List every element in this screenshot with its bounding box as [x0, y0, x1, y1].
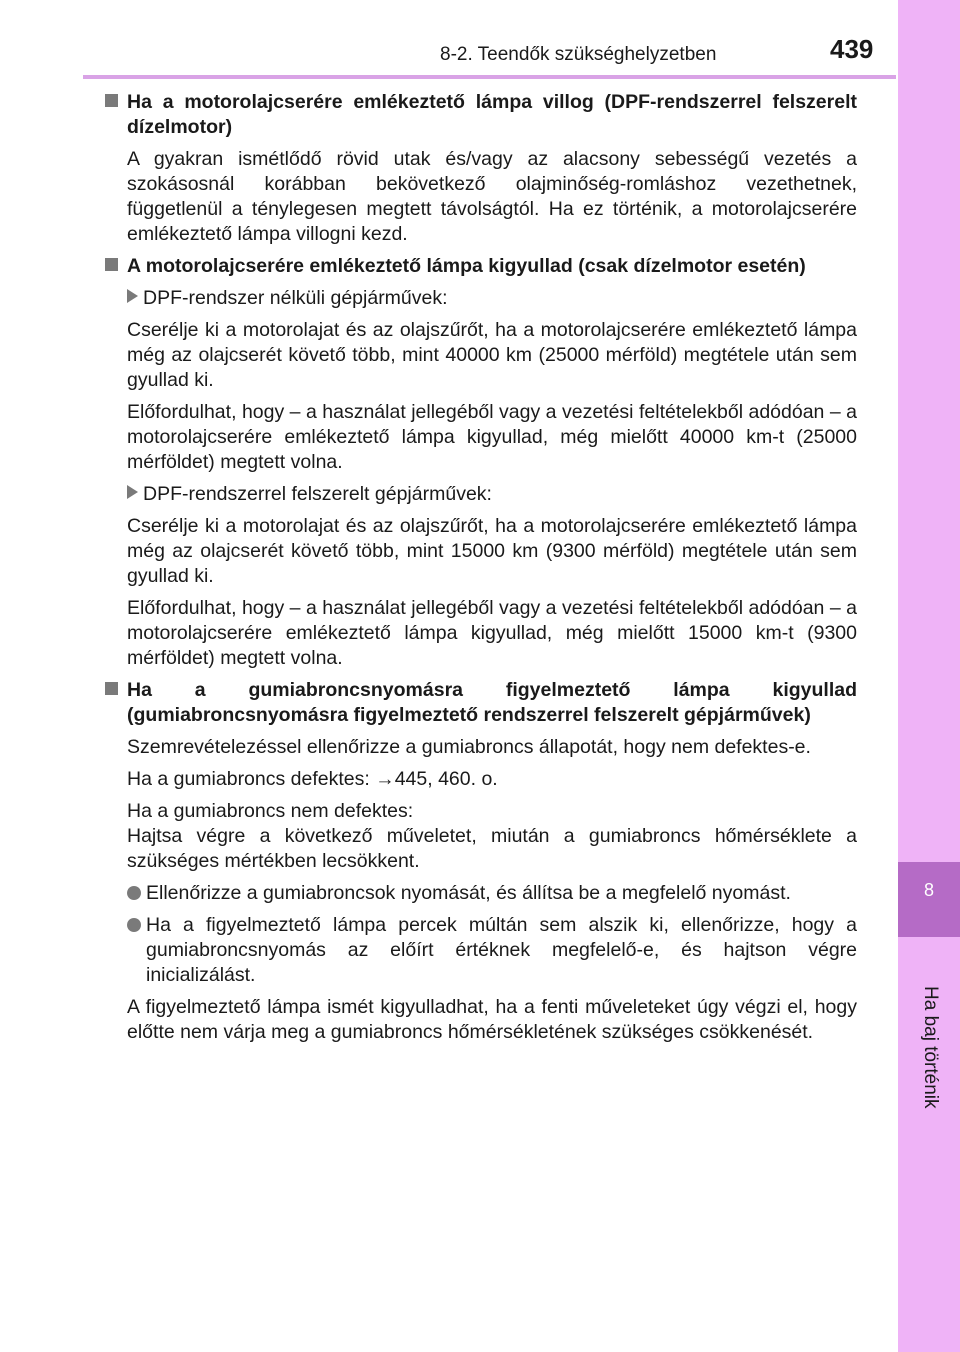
subsection-label: DPF-rendszerrel felszerelt gépjárművek: — [127, 482, 857, 507]
circle-bullet-icon — [127, 918, 141, 932]
list-item: Ellenőrizze a gumiabroncsok nyomását, és állítsa be a megfelelő nyomást. — [127, 881, 857, 906]
section-heading: Ha a motorolajcserére emlékeztető lámpa villog (DPF-rendszerrel felszerelt dízelmotor) — [105, 90, 857, 140]
page-content — [105, 90, 857, 1052]
closing-paragraph: A figyelmeztető lámpa ismét kigyulladhat, ha a fenti műveleteket úgy végzi el, hogy előtte nem várja meg a gumiabroncs hőmérsékletének szükséges csökkenését. — [127, 996, 857, 1043]
header-divider — [83, 75, 896, 79]
paragraph: Előfordulhat, hogy – a használat jellegéből vagy a vezetési feltételekből adódóan – a motorolajcserére emlékeztető lámpa kigyullad, még mielőtt 40000 km-t (25000 mérföldet) megtett volna. — [127, 401, 857, 473]
page-reference: Ha a gumiabroncs defektes: →445, 460. o. — [127, 768, 498, 790]
section-heading: Ha a gumiabroncsnyomásra figyelmeztető lámpa kigyullad (gumiabroncsnyomásra figyelmeztető rendszerrel felszerelt gépjárművek) — [105, 678, 857, 728]
paragraph: Cserélje ki a motorolajat és az olajszűrőt, ha a motorolajcserére emlékeztető lámpa még az olajcserét követő több, mint 15000 km (9300 mérföld) megtétele után sem gyullad ki. — [127, 515, 857, 587]
paragraph: A gyakran ismétlődő rövid utak és/vagy az alacsony sebességű vezetés a szokásosnál korábban bekövetkező olajminőség-romláshoz vezethetnek, függetlenül a ténylegesen megtett távolságtól. Ha ez történik, a motorolajcserére emlékeztető lámpa villogni kezd. — [127, 148, 857, 245]
square-bullet-icon — [105, 682, 118, 695]
list-item: Ha a figyelmeztető lámpa percek múltán sem alszik ki, ellenőrizze, hogy a gumiabroncsnyomás az előírt értéknek megfelelő-e, és hajtson végre inicializálást. — [127, 913, 857, 988]
page-number: 439 — [830, 34, 874, 64]
paragraph: Előfordulhat, hogy – a használat jellegéből vagy a vezetési feltételekből adódóan – a motorolajcserére emlékeztető lámpa kigyullad, még mielőtt 15000 km-t (9300 mérföldet) megtett volna. — [127, 597, 857, 669]
chapter-number: 8 — [923, 880, 934, 900]
subsection-label: DPF-rendszer nélküli gépjárművek: — [127, 286, 857, 311]
triangle-bullet-icon — [127, 289, 138, 303]
chapter-side-tab — [898, 0, 960, 1352]
paragraph: Szemrevételezéssel ellenőrizze a gumiabroncs állapotát, hogy nem defektes-e. — [127, 736, 811, 758]
triangle-bullet-icon — [127, 485, 138, 499]
paragraph: Cserélje ki a motorolajat és az olajszűrőt, ha a motorolajcserére emlékeztető lámpa még az olajcserét követő több, mint 40000 km (25000 mérföld) megtétele után sem gyullad ki. — [127, 319, 857, 391]
section-heading: A motorolajcserére emlékeztető lámpa kigyullad (csak dízelmotor esetén) — [105, 254, 857, 279]
circle-bullet-icon — [127, 886, 141, 900]
square-bullet-icon — [105, 258, 118, 271]
paragraph: Ha a gumiabroncs nem defektes: Hajtsa végre a következő műveletet, miután a gumiabroncs hőmérséklete a szükséges mértékben lecsökkent. — [127, 800, 857, 872]
section-title: 8-2. Teendők szükséghelyzetben — [440, 44, 717, 65]
square-bullet-icon — [105, 94, 118, 107]
chapter-title: Ha baj történik — [920, 986, 941, 1109]
